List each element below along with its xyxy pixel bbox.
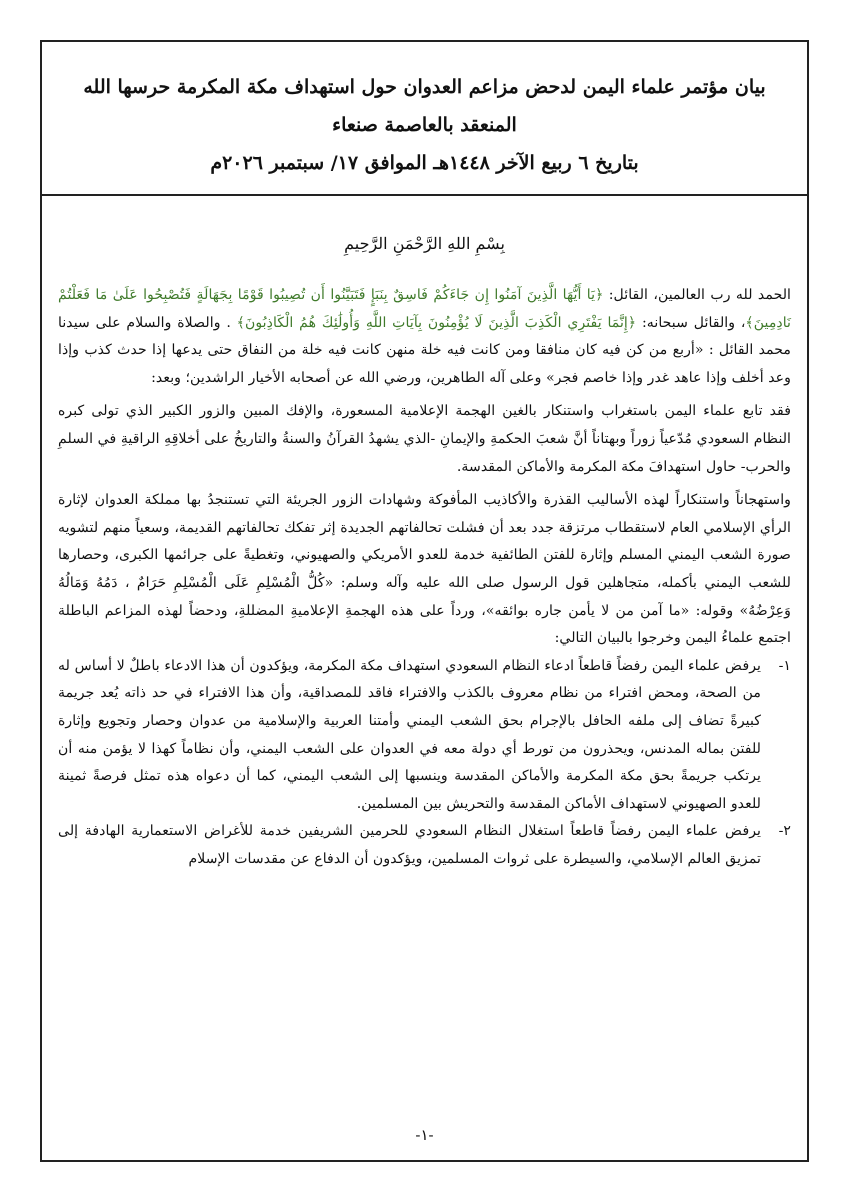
header-divider	[40, 194, 809, 196]
list-item-number: ١-	[778, 657, 791, 674]
list-item-text: يرفض علماء اليمن رفضاً قاطعاً استغلال النظام السعودي للحرمين الشريفين خدمة للأغراض الاستعمارية الهادفة إلى تمزيق العالم الإسلامي، والسيطرة على ثروات المسلمين، ويؤكدون أن الدفاع عن مقدسات الإسلام	[58, 823, 762, 867]
page-number: -١-	[415, 1126, 434, 1144]
header-venue: المنعقد بالعاصمة صنعاء	[332, 114, 517, 136]
quran-verse-2: ﴿إِنَّمَا يَفْتَرِي الْكَذِبَ الَّذِينَ لَا يُؤْمِنُونَ بِآيَاتِ اللَّهِ وَأُولَٰئِكَ هُمُ الْكَاذِبُونَ﴾	[236, 314, 637, 331]
document-body	[58, 282, 791, 873]
list-item	[58, 653, 791, 819]
list-item	[58, 818, 791, 873]
basmala: بِسْمِ اللهِ الرَّحْمَنِ الرَّحِيمِ	[344, 234, 505, 253]
list-item-text: يرفض علماء اليمن رفضاً قاطعاً ادعاء النظام السعودي استهداف مكة المكرمة، ويؤكدون أن هذا الادعاء باطلٌ لا أساس له من الصحة، ومحض افتراء من نظام معروف بالكذب والافتراء فاقد للمصداقية، وأن هذا الافتراء في حد ذاته يُعد جريمة كبيرةً تضاف إلى ملفه الحافل بالإجرام بحق الشعب اليمني وأمتنا العربية والإسلامية من عدوان وحصار وتجويع وإثارة للفتن بماله المدنس، ويحذرون من تورط أي دولة معه في العدوان على الشعب اليمني، وأن نظاماً كهذا لا يؤمن منه أن يرتكب جريمةً بحق مكة المكرمة والأماكن المقدسة وينسبها إلى الشعب اليمني، كما أن دعواه هذه تمثل فرصةً ثمينة للعدو الصهيوني لاستهداف الأماكن المقدسة والتحريش بين المسلمين.	[58, 657, 761, 812]
list-item-number: ٢-	[778, 823, 791, 840]
paragraph-2: واستهجاناً واستنكاراً لهذه الأساليب القذرة والأكاذيب المأفوكة وشهادات الزور الجريئة التي تستنجدُ بها مملكة العدوان لإثارة الرأي الإسلامي العام لاستقطاب مرتزقة جدد بعد أن فشلت تحالفاتهم الجديدة إثر تفكك تحالفاتهم القديمة، وسعياً منهم لتشويه صورة الشعب اليمني المسلم وإثارة للفتن الطائفية خدمة للعدو الأمريكي والصهيوني، وتغطيةً على جرائمها الكبرى، وحصارها للشعب اليمني بأكمله، متجاهلين قول الرسول صلى الله عليه وآله وسلم: «كُلُّ الْمُسْلِمِ عَلَى الْمُسْلِمِ حَرَامٌ ، دَمُهُ وَمَالُهُ وَعِرْضُهُ» وقوله: «ما آمن من لا يأمن جاره بوائقه»، ورداً على هذه الهجمةِ الإعلاميةِ المضللةِ، ودحضاً لهذه المزاعم الباطلة اجتمع علماءُ اليمن وخرجوا بالبيان التالي:	[58, 492, 791, 647]
quran-verse-1: ﴿يَا أَيُّهَا الَّذِينَ آمَنُوا إِن جَاءَكُمْ فَاسِقٌ بِنَبَإٍ فَتَبَيَّنُوا أَن تُصِيبُوا قَوْمًا بِجَهَالَةٍ فَتُصْبِحُوا عَلَىٰ مَا فَعَلْتُمْ نَادِمِينَ﴾	[58, 287, 792, 331]
intro-text-3: . والصلاة والسلام على سيدنا محمد القائل : «أربع من كن فيه كان منافقا ومن كانت فيه خلة منهن كانت فيه خلة من النفاق حتى يدعها إذا حدث كذب وإذا وعد أخلف وإذا عاهد غدر وإذا خاصم فجر» وعلى آله الطاهرين، ورضي الله عن أصحابه الأخيار الراشدين؛ وبعد:	[58, 314, 791, 386]
paragraph-1: فقد تابع علماء اليمن باستغراب واستنكار بالغين الهجمة الإعلامية المسعورة، والإفك المبين والزور الكبير الذي تولى كبره النظام السعودي مُدّعياً زوراً وبهتاناً أنَّ شعبَ الحكمةِ والإيمانِ -الذي يشهدُ القرآنُ والسنةُ والتاريخُ على أخلاقِهِ الراقيةِ في السلمِ والحرب- حاول استهدافَ مكة المكرمة والأماكن المقدسة.	[58, 403, 791, 475]
intro-paragraph	[58, 282, 791, 392]
intro-text-2: ، والقائل سبحانه:	[636, 314, 746, 331]
header-title: بيان مؤتمر علماء اليمن لدحض مزاعم العدوان حول استهداف مكة المكرمة حرسها الله	[83, 76, 766, 98]
header-date: بتاريخ ٦ ربيع الآخر ١٤٤٨هـ الموافق ١٧/ سبتمبر ٢٠٢٦م	[210, 152, 639, 174]
intro-text-1: الحمد لله رب العالمين، القائل:	[603, 287, 791, 303]
document-header	[60, 68, 789, 182]
